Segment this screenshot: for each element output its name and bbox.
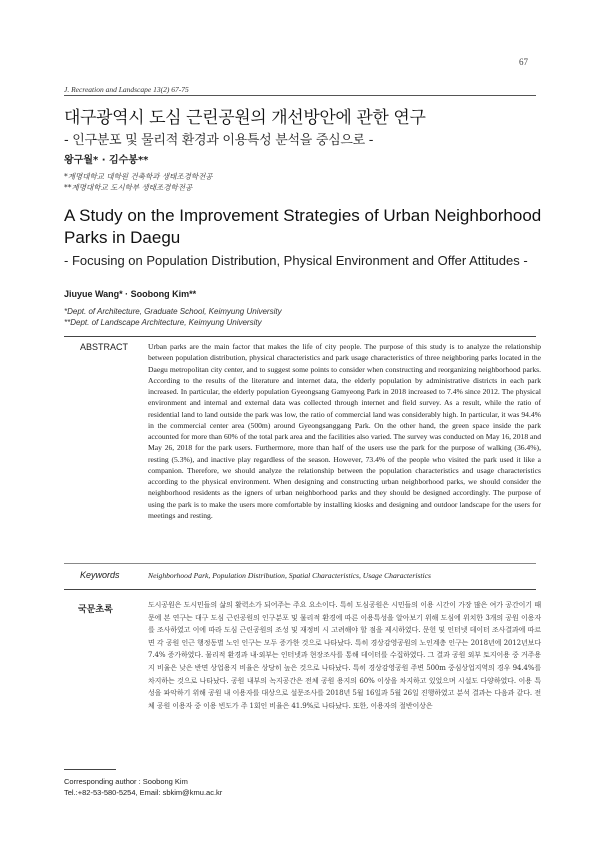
english-title: A Study on the Improvement Strategies of Urban Neighborhood Parks in Daegu (64, 206, 542, 247)
corresponding-author: Corresponding author : Soobong Kim (64, 777, 188, 786)
korean-affiliation-2: **계명대학교 도시학부 생태조경학전공 (64, 183, 193, 192)
keywords-text: Neighborhood Park, Population Distribution, Spatial Characteristics, Usage Characteristics (148, 571, 431, 580)
korean-subtitle: - 인구분포 및 물리적 환경과 이용특성 분석을 중심으로 - (64, 133, 374, 148)
keywords-label: Keywords (80, 570, 120, 580)
korean-abstract-label: 국문초록 (78, 605, 113, 615)
abstract-label: ABSTRACT (80, 342, 129, 352)
page-number: 67 (519, 57, 528, 67)
header-rule (64, 95, 536, 96)
keywords-bottom-rule (64, 589, 536, 590)
korean-authors: 왕구월* · 김수봉** (64, 155, 149, 166)
korean-affiliation-1: *계명대학교 대학원 건축학과 생태조경학전공 (64, 172, 213, 181)
english-affiliation-2: **Dept. of Landscape Architecture, Keimyung University (64, 318, 262, 327)
english-affiliation-1: *Dept. of Architecture, Graduate School, Keimyung University (64, 307, 282, 316)
keywords-top-rule (64, 563, 536, 564)
english-subtitle: - Focusing on Population Distribution, Physical Environment and Offer Attitudes - (64, 253, 528, 268)
korean-abstract-text: 도시공원은 도시민들의 삶의 활력소가 되어주는 주요 요소이다. 특히 도심공원은 시민들의 이용 시간이 가장 많은 여가 공간이기 때문에 본 연구는 대구 도심 근린공원의 인구분포 및 물리적 환경에 따른 이용특성을 알아보기 위해 도심에 위치한 3개의 공원 이용자를 조사하였고 이에 따라 도심 근린공원의 조성 및 재정비 시 고려해야 할 점을 제시하였다. 문헌 및 인터넷 데이터 조사결과에 따르면 각 공원 인근 행정동별 노인 인구는 모두 증가한 것으로 나타났다. 특히 경상감영공원의 노인계층 인구는 2018년에 2012년보다 7.4% 증가하였다. 물리적 환경과 내·외부는 인터넷과 현장조사를 통해 데이터를 수집하였다. 그 결과 공원 외부 토지이용 중 거주용지 비율은 낮은 반면 상업용지 비율은 상당히 높은 것으로 나타났다. 특히 경상감영공원 주변 500m 중심상업지역의 경우 94.4%를 차지하는 것으로 나타났다. 공원 내부의 녹지공간은 전체 공원 용지의 60% 이상을 차지하고 있었으며 시설도 다양하였다. 이용 특성을 파악하기 위해 공원 내 이용자를 대상으로 설문조사를 2018년 5월 16일과 5월 26일 진행하였고 분석 결과는 다음과 같다. 전체 공원 이용자 중 이용 빈도가 주 1회인 비율은 41.9%로 나타났다. 또한, 이용자의 절반이상은 (148, 601, 541, 710)
english-authors: Jiuyue Wang* · Soobong Kim** (64, 289, 197, 299)
abstract-top-rule (64, 336, 536, 337)
korean-title: 대구광역시 도심 근린공원의 개선방안에 관한 연구 (64, 108, 426, 128)
abstract-text: Urban parks are the main factor that makes the life of city people. The purpose of this study is to analyze the relationship between population distribution, physical characteristics and park usage characteristics of three neighboring parks located in the Daegu metropolitan city center, and to suggest some points to consider when constructing and reorganizing neighborhood parks. According to the results of the literature and internet data, the elderly population by administrative districts in each park increased. In particular, the elderly population Gyeongsang Gamyeong Park in 2018 increased to 7.4% since 2012. The physical environment and internal and external data was collected through internet and field survey. As a result, while the ratio of residential land to land outside the park was low, the ratio of commercial land was considerably high. In particular, it was 94.4% in the commercial center area (500m) around Gyeongsanggang Park. On the other hand, the green space inside the park accounted for more than 60% of the total park area and the facilities also varied. The survey was conducted on May 16, 2018 and May 26, 2018 for the park users. Furthermore, more than half of the users use the park for the purpose of walking (36.4%), resting (5.3%), and inactive play regardless of the season. However, 73.4% of the people who visited the park used it like a companion. Therefore, we should analyze the relationship between the population characteristics and usage characteristics according to the physical environment. When designing and constructing urban neighborhood parks, we should consider the neighborhood residents as the igners of urban neighborhood parks and they should be designed accordingly. The purpose of using the park is to make the users more comfortable by installing kiosks and designing and outdoor landscape for the users for meetings and resting. (148, 342, 541, 520)
contact-info: Tel.:+82-53-580-5254, Email: sbkim@kmu.ac.kr (64, 788, 223, 797)
journal-citation: J. Recreation and Landscape 13(2) 67-75 (64, 85, 189, 94)
footnote-rule (64, 769, 116, 770)
